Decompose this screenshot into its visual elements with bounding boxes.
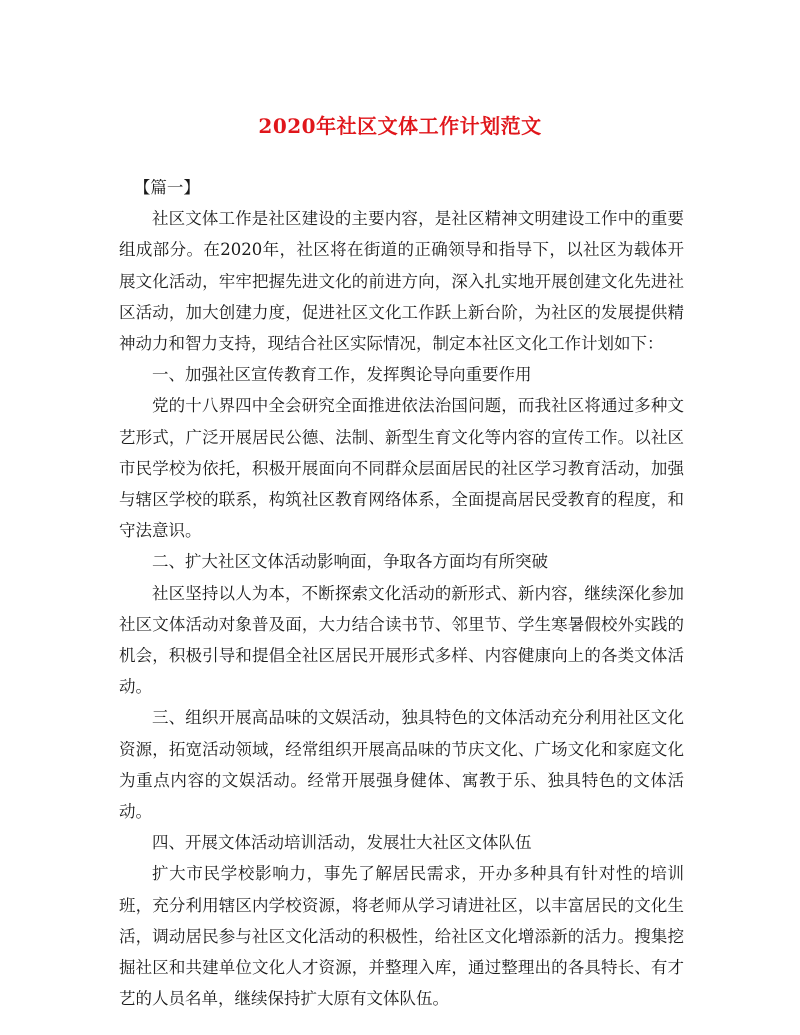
body-paragraph-1: 党的十八界四中全会研究全面推进依法治国问题，而我社区将通过多种文艺形式，广泛开展居民公德、法制、新型生育文化等内容的宣传工作。以社区市民学校为依托，积极开展面向不同群众层面居民的社区学习教育活动，加强与辖区学校的联系，构筑社区教育网络体系，全面提高居民受教育的程度，和守法意识。 xyxy=(119,396,684,541)
section-label: 【篇一】 xyxy=(133,178,200,197)
heading-1: 一、加强社区宣传教育工作，发挥舆论导向重要作用 xyxy=(152,365,532,385)
body-paragraph-4: 扩大市民学校影响力，事先了解居民需求，开办多种具有针对性的培训班，充分利用辖区内学校资源，将老师从学习请进社区，以丰富居民的文化生活，调动居民参与社区文化活动的积极性，给社区文化增添新的活力。搜集挖掘社区和共建单位文化人才资源，并整理入库，通过整理出的各具特长、有才艺的人员名单，继续保持扩大原有文体队伍。 xyxy=(119,864,684,1009)
heading-4: 四、开展文体活动培训活动，发展壮大社区文体队伍 xyxy=(152,833,532,853)
document-title: 2020年社区文体工作计划范文 xyxy=(258,114,542,138)
heading-3-with-body: 三、组织开展高品味的文娱活动，独具特色的文体活动充分利用社区文化资源，拓宽活动领域，经常组织开展高品味的节庆文化、广场文化和家庭文化为重点内容的文娱活动。经常开展强身健体、寓教于乐、独具特色的文体活动。 xyxy=(119,708,684,822)
intro-paragraph: 社区文体工作是社区建设的主要内容，是社区精神文明建设工作中的重要组成部分。在2020年，社区将在街道的正确领导和指导下，以社区为载体开展文化活动，牢牢把握先进文化的前进方向，深入扎实地开展创建文化先进社区活动，加大创建力度，促进社区文化工作跃上新台阶，为社区的发展提供精神动力和智力支持，现结合社区实际情况，制定本社区文化工作计划如下： xyxy=(119,209,684,354)
body-paragraph-2: 社区坚持以人为本，不断探索文化活动的新形式、新内容，继续深化参加社区文体活动对象普及面，大力结合读书节、邻里节、学生寒暑假校外实践的机会，积极引导和提倡全社区居民开展形式多样、内容健康向上的各类文体活动。 xyxy=(119,583,684,697)
heading-2: 二、扩大社区文体活动影响面，争取各方面均有所突破 xyxy=(152,552,548,572)
document-body xyxy=(119,172,684,1014)
